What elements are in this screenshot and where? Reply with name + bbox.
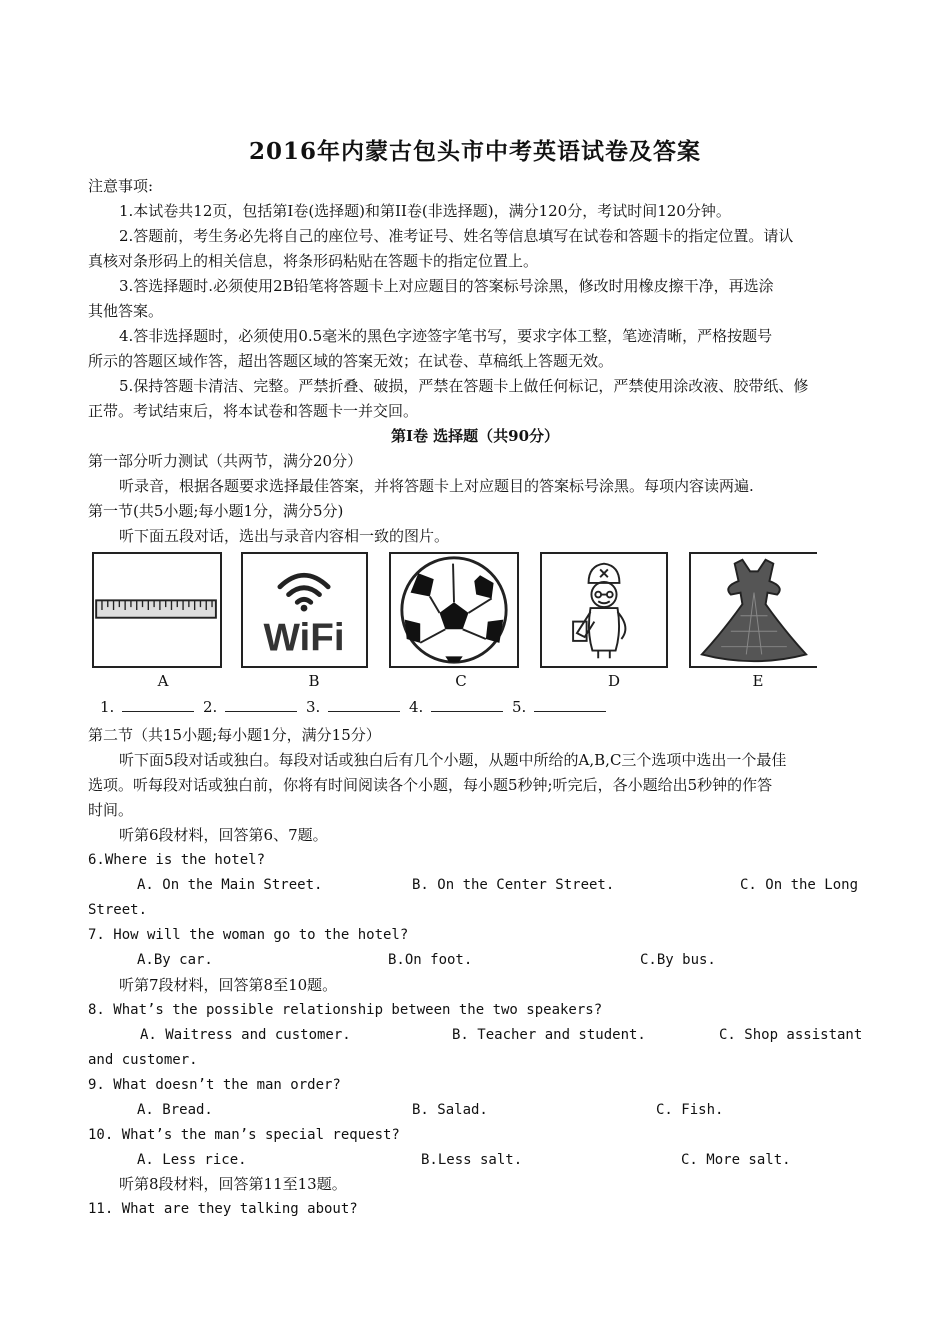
page-title: 2016年内蒙古包头市中考英语试卷及答案	[248, 138, 701, 165]
notice-line: 3.答选择题时.必须使用2B铅笔将答题卡上对应题目的答案标号涂黑，修改时用橡皮擦干净，再选涂	[119, 277, 774, 295]
notice-heading: 注意事项:	[88, 177, 154, 195]
material-note: 听第6段材料，回答第6、7题。	[119, 826, 328, 844]
picture-a	[92, 552, 222, 668]
section2-instruction: 时间。	[88, 801, 134, 819]
section2-heading: 第二节（共15小题;每小题1分，满分15分）	[88, 726, 381, 744]
notice-line: 真核对条形码上的相关信息，将条形码粘贴在答题卡的指定位置上。	[88, 252, 539, 270]
option-a[interactable]: A. Less rice.	[137, 1152, 247, 1168]
question-stem: 6.Where is the hotel?	[88, 852, 266, 868]
option-c[interactable]: C. On the Long	[740, 877, 859, 893]
option-b[interactable]: B.Less salt.	[421, 1152, 523, 1168]
question-stem: 9. What doesn’t the man order?	[88, 1077, 341, 1093]
picture-d	[540, 552, 668, 668]
material-note: 听第7段材料，回答第8至10题。	[119, 976, 338, 994]
answer-blank[interactable]: 3.	[306, 697, 400, 716]
picture-e	[689, 552, 817, 668]
soccer-ball-icon	[391, 554, 517, 666]
dress-icon	[691, 554, 817, 666]
picture-letter: C	[455, 672, 467, 690]
section1-heading: 第一节(共5小题;每小题1分，满分5分)	[88, 502, 344, 520]
part1-heading: 第一部分听力测试（共两节，满分20分）	[88, 452, 363, 470]
answer-blank[interactable]: 4.	[409, 697, 503, 716]
material-note: 听第8段材料，回答第11至13题。	[119, 1175, 347, 1193]
picture-letter: A	[157, 672, 169, 690]
notice-line: 正带。考试结束后，将本试卷和答题卡一并交回。	[88, 402, 419, 420]
section1-instruction: 听下面五段对话，选出与录音内容相一致的图片。	[119, 527, 450, 545]
volume-title: 第Ⅰ卷 选择题（共90分）	[390, 427, 560, 445]
picture-c	[389, 552, 519, 668]
option-b[interactable]: B.On foot.	[388, 952, 473, 968]
part1-instruction: 听录音，根据各题要求选择最佳答案，并将答题卡上对应题目的答案标号涂黑。每项内容读两遍.	[119, 477, 754, 495]
option-a[interactable]: A. Bread.	[137, 1102, 213, 1118]
wifi-text: WiFi	[263, 616, 345, 660]
answer-blank[interactable]: 5.	[512, 697, 606, 716]
notice-line: 2.答题前，考生务必先将自己的座位号、准考证号、姓名等信息填写在试卷和答题卡的指定位置。请认	[119, 227, 794, 245]
notice-line: 其他答案。	[88, 302, 164, 320]
option-c[interactable]: C. More salt.	[681, 1152, 791, 1168]
question-stem: 11. What are they talking about?	[88, 1201, 358, 1217]
option-c[interactable]: C.By bus.	[640, 952, 716, 968]
answer-blank[interactable]: 2.	[203, 697, 297, 716]
option-a[interactable]: A.By car.	[137, 952, 213, 968]
question-stem: 10. What’s the man’s special request?	[88, 1127, 400, 1143]
picture-b	[241, 552, 368, 668]
option-b[interactable]: B. Salad.	[412, 1102, 488, 1118]
option-c-continued: and customer.	[88, 1052, 198, 1068]
picture-letter: D	[607, 672, 621, 690]
picture-letter: E	[752, 672, 764, 690]
question-stem: 7. How will the woman go to the hotel?	[88, 927, 409, 943]
notice-line: 所示的答题区域作答，超出答题区域的答案无效；在试卷、草稿纸上答题无效。	[88, 352, 614, 370]
notice-line: 4.答非选择题时，必须使用0.5毫米的黑色字迹签字笔书写，要求字体工整，笔迹清晰，严格按题号	[119, 327, 773, 345]
option-b[interactable]: B. Teacher and student.	[452, 1027, 646, 1043]
section2-instruction: 听下面5段对话或独白。每段对话或独白后有几个小题，从题中所给的A,B,C三个选项中选出一个最佳	[119, 751, 787, 769]
option-a[interactable]: A. On the Main Street.	[137, 877, 323, 893]
option-c-continued: Street.	[88, 902, 148, 918]
notice-line: 1.本试卷共12页，包括第Ⅰ卷(选择题)和第II卷(非选择题)，满分120分，考试时间120分钟。	[119, 202, 731, 220]
option-c[interactable]: C. Fish.	[656, 1102, 724, 1118]
wifi-icon	[243, 554, 366, 666]
answer-blank[interactable]: 1.	[100, 697, 194, 716]
section2-instruction: 选项。听每段对话或独白前，你将有时间阅读各个小题，每小题5秒钟;听完后，各小题给出5秒钟的作答	[88, 776, 773, 794]
option-c[interactable]: C. Shop assistant	[719, 1027, 863, 1043]
ruler-icon	[94, 554, 220, 666]
doctor-icon	[542, 554, 666, 666]
question-stem: 8. What’s the possible relationship between the two speakers?	[88, 1002, 603, 1018]
picture-letter: B	[308, 672, 320, 690]
notice-line: 5.保持答题卡清洁、完整。严禁折叠、破损，严禁在答题卡上做任何标记，严禁使用涂改液、胶带纸、修	[119, 377, 809, 395]
option-a[interactable]: A. Waitress and customer.	[140, 1027, 351, 1043]
option-b[interactable]: B. On the Center Street.	[412, 877, 615, 893]
